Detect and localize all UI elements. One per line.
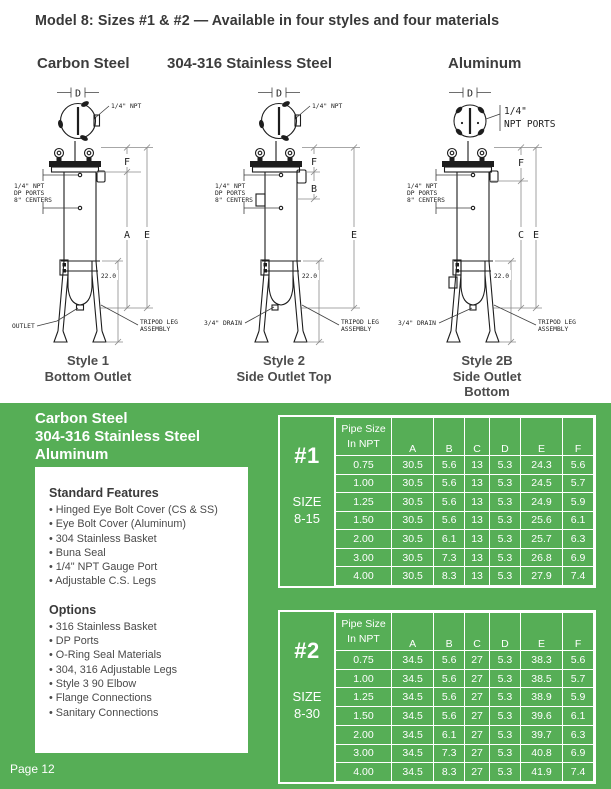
table-row — [336, 511, 594, 530]
dimension-table-size1 — [278, 415, 596, 588]
pipe-size-cell: 1.00 — [336, 669, 392, 688]
table1-label-column — [280, 417, 335, 586]
dimension-cell: 5.6 — [563, 456, 594, 475]
dimension-cell: 8.3 — [434, 763, 465, 782]
col-header-f: F — [563, 418, 594, 456]
feature-item: • O-Ring Seal Materials — [49, 648, 240, 662]
dimension-cell: 24.9 — [520, 493, 562, 512]
feature-item: • Adjustable C.S. Legs — [49, 574, 240, 588]
dimension-cell: 13 — [465, 493, 490, 512]
pipe-size-cell: 4.00 — [336, 763, 392, 782]
svg-text:DP PORTS: DP PORTS — [215, 190, 246, 197]
feature-item: • Buna Seal — [49, 546, 240, 560]
svg-text:8" CENTERS: 8" CENTERS — [14, 197, 52, 204]
technical-drawing-style1 — [5, 84, 195, 364]
npt-label: 1/4" NPT — [111, 103, 142, 110]
svg-text:ASSEMBLY: ASSEMBLY — [341, 326, 372, 333]
feature-item: • Eye Bolt Cover (Aluminum) — [49, 517, 240, 531]
dimension-cell: 13 — [465, 511, 490, 530]
dimension-cell: 27.9 — [520, 567, 562, 586]
dimension-cell: 38.9 — [520, 688, 562, 707]
dimension-cell: 27 — [465, 651, 490, 670]
dim-label-e: E — [350, 230, 358, 241]
standard-features-list — [49, 503, 240, 589]
dim-label-d: D — [74, 88, 82, 100]
dimension-cell: 5.7 — [563, 669, 594, 688]
material-header-carbon-steel: Carbon Steel — [37, 55, 130, 72]
standard-features-title: Standard Features — [49, 486, 159, 500]
dim-label-f: F — [310, 157, 318, 168]
svg-text:8" CENTERS: 8" CENTERS — [215, 197, 253, 204]
dimension-cell: 34.5 — [392, 669, 434, 688]
feature-item: • 304, 316 Adjustable Legs — [49, 663, 240, 677]
outlet-label: OUTLET — [12, 323, 35, 330]
pipe-size-cell: 1.25 — [336, 688, 392, 707]
feature-item: • Hinged Eye Bolt Cover (CS & SS) — [49, 503, 240, 517]
drain-label: 3/4" DRAIN — [204, 320, 242, 327]
leg-dim-label: 22.0 — [100, 273, 116, 280]
caption-style2b: Style 2B Side Outlet Bottom — [452, 353, 522, 399]
dimension-cell: 34.5 — [392, 707, 434, 726]
dimension-cell: 5.3 — [490, 567, 521, 586]
svg-text:8" CENTERS: 8" CENTERS — [407, 197, 445, 204]
dimension-cell: 5.6 — [434, 493, 465, 512]
dimension-cell: 5.6 — [434, 511, 465, 530]
npt-label: 1/4" NPT — [312, 103, 343, 110]
dim-label-a: A — [123, 230, 131, 241]
page-title: Model 8: Sizes #1 & #2 — Available in four styles and four materials — [35, 13, 500, 29]
pipe-size-cell: 1.25 — [336, 493, 392, 512]
dimension-cell: 30.5 — [392, 530, 434, 549]
dimension-cell: 5.6 — [434, 474, 465, 493]
pipe-size-cell: 1.50 — [336, 511, 392, 530]
pipe-size-cell: 4.00 — [336, 567, 392, 586]
dimension-cell: 30.5 — [392, 493, 434, 512]
dimension-cell: 38.3 — [520, 651, 562, 670]
col-header-c: C — [465, 418, 490, 456]
table-row — [336, 707, 594, 726]
pipe-size-cell: 1.50 — [336, 707, 392, 726]
col-header-a: A — [392, 418, 434, 456]
pipe-size-cell: 2.00 — [336, 530, 392, 549]
dim-label-b: B — [310, 184, 318, 195]
table2-size: SIZE 8-30 — [292, 689, 322, 721]
dimension-cell: 6.1 — [434, 725, 465, 744]
svg-text:DP PORTS: DP PORTS — [407, 190, 438, 197]
dimension-cell: 34.5 — [392, 744, 434, 763]
options-list — [49, 620, 240, 720]
table-row — [336, 669, 594, 688]
dimension-cell: 6.3 — [563, 530, 594, 549]
table2-grid — [335, 612, 594, 782]
dimension-cell: 24.5 — [520, 474, 562, 493]
pipe-size-cell: 3.00 — [336, 744, 392, 763]
dimension-cell: 5.3 — [490, 548, 521, 567]
dimension-cell: 34.5 — [392, 725, 434, 744]
dimension-cell: 25.7 — [520, 530, 562, 549]
dimension-cell: 30.5 — [392, 474, 434, 493]
table-row — [336, 530, 594, 549]
options-title: Options — [49, 602, 97, 617]
col-header-f: F — [563, 613, 594, 651]
dimension-cell: 34.5 — [392, 688, 434, 707]
svg-text:ASSEMBLY: ASSEMBLY — [538, 326, 569, 333]
table-row — [336, 567, 594, 586]
leg-dim-label: 22.0 — [493, 273, 509, 280]
table-row — [336, 474, 594, 493]
table-row — [336, 456, 594, 475]
feature-item: • Style 3 90 Elbow — [49, 677, 240, 691]
page-number: Page 12 — [10, 762, 55, 776]
panel-heading: Carbon Steel 304-316 Stainless Steel Aluminum — [35, 410, 201, 463]
dimension-cell: 7.4 — [563, 567, 594, 586]
technical-drawing-style2 — [196, 84, 401, 364]
table1-grid — [335, 417, 594, 586]
pipe-size-cell: 3.00 — [336, 548, 392, 567]
dimension-table-size2 — [278, 610, 596, 784]
dimension-cell: 6.1 — [434, 530, 465, 549]
leg-dim-label: 22.0 — [301, 273, 317, 280]
dimension-cell: 5.3 — [490, 744, 521, 763]
pipe-size-cell: 0.75 — [336, 456, 392, 475]
dimension-cell: 30.5 — [392, 548, 434, 567]
dimension-cell: 27 — [465, 744, 490, 763]
dimension-cell: 5.6 — [434, 688, 465, 707]
pipe-size-cell: 2.00 — [336, 725, 392, 744]
dimension-cell: 5.3 — [490, 474, 521, 493]
dim-label-d: D — [275, 88, 283, 100]
dimension-cell: 39.6 — [520, 707, 562, 726]
dp-ports-label: 1/4" NPT — [407, 183, 438, 190]
table2-id: #2 — [294, 638, 320, 663]
dimension-cell: 5.7 — [563, 474, 594, 493]
dim-label-d: D — [466, 88, 474, 100]
dimension-cell: 5.3 — [490, 493, 521, 512]
dimension-cell: 7.4 — [563, 763, 594, 782]
table-row — [336, 651, 594, 670]
dimension-cell: 30.5 — [392, 511, 434, 530]
dimension-cell: 6.9 — [563, 744, 594, 763]
dimension-cell: 5.9 — [563, 688, 594, 707]
dim-label-c: C — [517, 230, 525, 241]
dimension-cell: 5.3 — [490, 530, 521, 549]
col-header-c: C — [465, 613, 490, 651]
dimension-cell: 5.6 — [563, 651, 594, 670]
dp-ports-label: 1/4" NPT — [14, 183, 45, 190]
dimension-cell: 38.5 — [520, 669, 562, 688]
dimension-cell: 5.6 — [434, 707, 465, 726]
dimension-cell: 34.5 — [392, 763, 434, 782]
col-header-b: B — [434, 613, 465, 651]
pipe-size-header: Pipe Size In NPT — [336, 418, 392, 456]
dimension-cell: 27 — [465, 763, 490, 782]
col-header-b: B — [434, 418, 465, 456]
pipe-size-cell: 0.75 — [336, 651, 392, 670]
dimension-cell: 5.6 — [434, 669, 465, 688]
dimension-cell: 24.3 — [520, 456, 562, 475]
dimension-cell: 5.9 — [563, 493, 594, 512]
dimension-cell: 5.3 — [490, 511, 521, 530]
dimension-cell: 13 — [465, 567, 490, 586]
dimension-cell: 6.3 — [563, 725, 594, 744]
dimension-cell: 30.5 — [392, 456, 434, 475]
col-header-a: A — [392, 613, 434, 651]
dimension-cell: 13 — [465, 530, 490, 549]
dimension-cell: 26.8 — [520, 548, 562, 567]
svg-text:NPT PORTS: NPT PORTS — [504, 119, 556, 130]
features-box — [35, 467, 248, 753]
feature-item: • 1/4" NPT Gauge Port — [49, 560, 240, 574]
dim-label-f: F — [517, 158, 525, 169]
dimension-cell: 6.9 — [563, 548, 594, 567]
tripod-label: TRIPOD LEG — [341, 319, 379, 326]
dimension-cell: 25.6 — [520, 511, 562, 530]
svg-text:ASSEMBLY: ASSEMBLY — [140, 326, 171, 333]
feature-item: • DP Ports — [49, 634, 240, 648]
col-header-d: D — [490, 613, 521, 651]
col-header-d: D — [490, 418, 521, 456]
dimension-cell: 27 — [465, 669, 490, 688]
dimension-cell: 13 — [465, 474, 490, 493]
dimension-cell: 5.3 — [490, 707, 521, 726]
dim-label-e: E — [143, 230, 151, 241]
table-row — [336, 548, 594, 567]
table-row — [336, 688, 594, 707]
tripod-label: TRIPOD LEG — [140, 319, 178, 326]
dimension-cell: 27 — [465, 688, 490, 707]
table-row — [336, 493, 594, 512]
dimension-cell: 41.9 — [520, 763, 562, 782]
table-row — [336, 744, 594, 763]
dimension-cell: 6.1 — [563, 707, 594, 726]
dp-ports-label: 1/4" NPT — [215, 183, 246, 190]
caption-style2: Style 2 Side Outlet Top — [236, 353, 332, 384]
dimension-cell: 5.3 — [490, 651, 521, 670]
dimension-cell: 8.3 — [434, 567, 465, 586]
table-row — [336, 763, 594, 782]
dimension-cell: 39.7 — [520, 725, 562, 744]
material-header-aluminum: Aluminum — [448, 55, 522, 72]
col-header-e: E — [520, 418, 562, 456]
feature-item: • Sanitary Connections — [49, 706, 240, 720]
feature-item: • 316 Stainless Basket — [49, 620, 240, 634]
svg-text:DP PORTS: DP PORTS — [14, 190, 45, 197]
pipe-size-cell: 1.00 — [336, 474, 392, 493]
dimension-cell: 6.1 — [563, 511, 594, 530]
dimension-cell: 40.8 — [520, 744, 562, 763]
dimension-cell: 5.6 — [434, 651, 465, 670]
dimension-cell: 34.5 — [392, 651, 434, 670]
dim-label-e: E — [532, 230, 540, 241]
dimension-cell: 5.3 — [490, 688, 521, 707]
dimension-cell: 13 — [465, 456, 490, 475]
dimension-cell: 5.3 — [490, 763, 521, 782]
dimension-cell: 13 — [465, 548, 490, 567]
material-header-stainless-steel: 304-316 Stainless Steel — [167, 55, 333, 72]
feature-item: • 304 Stainless Basket — [49, 532, 240, 546]
pipe-size-header: Pipe Size In NPT — [336, 613, 392, 651]
dimension-cell: 27 — [465, 725, 490, 744]
drain-label: 3/4" DRAIN — [398, 320, 436, 327]
caption-style1: Style 1 Bottom Outlet — [44, 353, 132, 384]
dimension-cell: 5.6 — [434, 456, 465, 475]
table2-label-column — [280, 612, 335, 782]
dimension-cell: 5.3 — [490, 669, 521, 688]
col-header-e: E — [520, 613, 562, 651]
dimension-cell: 30.5 — [392, 567, 434, 586]
tripod-label: TRIPOD LEG — [538, 319, 576, 326]
technical-drawing-style2b — [398, 84, 611, 364]
dimension-cell: 5.3 — [490, 725, 521, 744]
feature-item: • Flange Connections — [49, 691, 240, 705]
dimension-cell: 7.3 — [434, 548, 465, 567]
dimension-cell: 7.3 — [434, 744, 465, 763]
table-row — [336, 725, 594, 744]
npt-ports-label: 1/4" — [504, 106, 527, 117]
table1-id: #1 — [294, 443, 320, 468]
dim-label-f: F — [123, 157, 131, 168]
table1-size: SIZE 8-15 — [292, 494, 322, 526]
dimension-cell: 5.3 — [490, 456, 521, 475]
dimension-cell: 27 — [465, 707, 490, 726]
